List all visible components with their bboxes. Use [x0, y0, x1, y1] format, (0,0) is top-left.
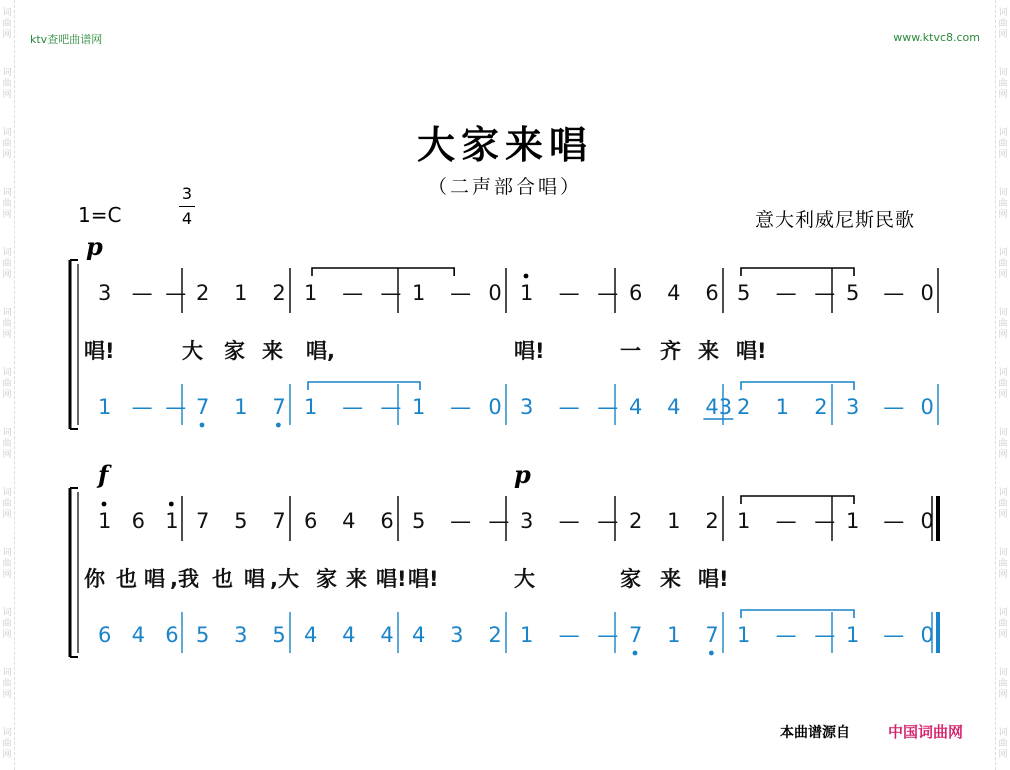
watermark-glyph: 词	[2, 668, 12, 678]
note-upper: —	[342, 281, 364, 305]
lyric-syllable: 大	[182, 339, 203, 363]
lyric-syllable: 唱!	[514, 339, 545, 363]
tie-arc	[312, 268, 454, 276]
note-upper: 5	[234, 509, 248, 533]
note-lower: —	[131, 395, 153, 419]
note-lower: 3	[234, 623, 248, 647]
note-upper: 1	[234, 281, 248, 305]
note-upper: —	[597, 509, 619, 533]
lyric-syllable: 家	[224, 339, 245, 363]
watermark-glyph: 网	[2, 270, 12, 280]
note-lower: —	[775, 623, 797, 647]
note-lower: 1	[737, 623, 751, 647]
note-upper: —	[558, 509, 580, 533]
note-upper: 1	[846, 509, 860, 533]
watermark-glyph: 网	[998, 450, 1008, 460]
watermark-glyph: 曲	[998, 19, 1008, 29]
watermark-glyph: 曲	[998, 139, 1008, 149]
watermark-glyph: 词	[998, 368, 1008, 378]
time-signature-top: 3	[181, 184, 193, 203]
lyric-syllable: 唱,	[306, 339, 335, 363]
note-lower: —	[597, 395, 619, 419]
note-upper: 1	[98, 509, 112, 533]
watermark-glyph: 曲	[998, 259, 1008, 269]
key-signature: 1=C	[78, 203, 122, 227]
watermark-glyph: 词	[998, 8, 1008, 18]
watermark-glyph: 词	[998, 668, 1008, 678]
note-lower: 4	[412, 623, 426, 647]
octave-dot-low	[276, 423, 281, 428]
note-upper: —	[597, 281, 619, 305]
source-site-link[interactable]: 中国词曲网	[888, 723, 964, 741]
note-upper: —	[883, 281, 905, 305]
note-upper: 1	[667, 509, 681, 533]
watermark-glyph: 网	[998, 210, 1008, 220]
lyric-syllable: 唱!	[84, 339, 115, 363]
watermark-glyph: 词	[2, 608, 12, 618]
watermark-glyph: 网	[998, 30, 1008, 40]
note-upper: 2	[272, 281, 286, 305]
lyric-syllable: 大	[514, 567, 535, 591]
watermark-glyph: 曲	[998, 559, 1008, 569]
note-upper: —	[488, 509, 510, 533]
note-upper: —	[450, 281, 472, 305]
note-upper: 2	[629, 509, 643, 533]
watermark-glyph: 网	[2, 750, 12, 760]
note-upper: 1	[737, 509, 751, 533]
note-lower: 4	[342, 623, 356, 647]
watermark-glyph: 网	[998, 630, 1008, 640]
watermark-glyph: 曲	[2, 439, 12, 449]
watermark-glyph: 曲	[998, 79, 1008, 89]
note-upper: 5	[737, 281, 751, 305]
watermark-glyph: 网	[998, 690, 1008, 700]
watermark-glyph: 曲	[2, 619, 12, 629]
watermark-glyph: 曲	[2, 259, 12, 269]
lyric-syllable: 唱!	[736, 339, 767, 363]
song-title: 大家来唱	[416, 123, 593, 167]
watermark-glyph: 词	[998, 548, 1008, 558]
watermark-glyph: 曲	[2, 559, 12, 569]
note-lower: 4	[629, 395, 643, 419]
watermark-glyph: 词	[2, 248, 12, 258]
note-upper: 1	[412, 281, 426, 305]
watermark-glyph: 网	[2, 510, 12, 520]
watermark-glyph: 网	[998, 330, 1008, 340]
watermark-glyph: 曲	[998, 619, 1008, 629]
lyric-syllable: 唱!	[408, 567, 439, 591]
octave-dot-low	[709, 651, 714, 656]
note-lower: —	[165, 395, 187, 419]
watermark-glyph: 网	[998, 750, 1008, 760]
lyric-syllable: 家	[620, 567, 641, 591]
note-upper: 5	[412, 509, 426, 533]
note-upper: —	[814, 281, 836, 305]
watermark-glyph: 曲	[998, 739, 1008, 749]
watermark-glyph: 曲	[2, 739, 12, 749]
note-lower: 3	[520, 395, 534, 419]
tie-arc	[741, 496, 854, 504]
octave-dot-low	[200, 423, 205, 428]
watermark-glyph: 曲	[2, 499, 12, 509]
note-lower: 2	[488, 623, 502, 647]
note-upper: 6	[131, 509, 146, 533]
watermark-glyph: 曲	[998, 499, 1008, 509]
note-upper: —	[814, 509, 836, 533]
watermark-glyph: 网	[2, 570, 12, 580]
note-upper: 7	[196, 509, 210, 533]
note-upper: 6	[380, 509, 394, 533]
note-upper: 1	[304, 281, 318, 305]
note-lower: 1	[520, 623, 534, 647]
lyric-syllable: 来	[660, 567, 681, 591]
watermark-glyph: 词	[998, 428, 1008, 438]
watermark-glyph: 网	[2, 390, 12, 400]
lyric-syllable: ,大	[270, 567, 299, 591]
watermark-glyph: 词	[2, 728, 12, 738]
note-lower: —	[380, 395, 402, 419]
note-lower: 3	[450, 623, 464, 647]
watermark-glyph: 曲	[998, 379, 1008, 389]
watermark-glyph: 曲	[2, 139, 12, 149]
watermark-glyph: 词	[998, 188, 1008, 198]
song-subtitle: （二声部合唱）	[427, 176, 582, 198]
watermark-glyph: 词	[2, 8, 12, 18]
composer-credit: 意大利威尼斯民歌	[755, 209, 916, 231]
watermark-glyph: 词	[2, 548, 12, 558]
note-lower: —	[597, 623, 619, 647]
watermark-glyph: 网	[2, 30, 12, 40]
watermark-glyph: 曲	[2, 679, 12, 689]
lyric-syllable: 唱	[244, 567, 265, 591]
watermark-glyph: 网	[2, 690, 12, 700]
note-lower: 6	[98, 623, 112, 647]
tie-arc	[308, 382, 420, 390]
watermark-glyph: 网	[2, 210, 12, 220]
note-upper: 1	[520, 281, 534, 305]
note-upper: 6	[629, 281, 643, 305]
note-upper: 1	[165, 509, 179, 533]
watermark-glyph: 词	[2, 128, 12, 138]
note-upper: —	[558, 281, 580, 305]
lyric-syllable: 来	[262, 339, 283, 363]
note-upper: 5	[846, 281, 860, 305]
note-lower: 43	[705, 395, 733, 419]
note-lower: 1	[846, 623, 860, 647]
watermark-glyph: 曲	[2, 319, 12, 329]
lyric-syllable: 一	[620, 339, 641, 363]
lyric-syllable: 齐	[660, 339, 681, 363]
octave-dot-low	[633, 651, 638, 656]
dynamic-mark-forte: f	[98, 460, 109, 489]
watermark-glyph: 词	[2, 68, 12, 78]
octave-dot-high	[169, 502, 174, 507]
lyric-syllable: ,我	[170, 567, 199, 591]
note-lower: 1	[98, 395, 112, 419]
watermark-glyph: 曲	[998, 319, 1008, 329]
note-lower: 6	[165, 623, 179, 647]
watermark-glyph: 词	[998, 488, 1008, 498]
note-upper: 3	[520, 509, 534, 533]
note-upper: —	[450, 509, 472, 533]
watermark-glyph: 词	[998, 68, 1008, 78]
watermark-glyph: 词	[998, 308, 1008, 318]
note-lower: —	[814, 623, 836, 647]
watermark-glyph: 网	[2, 450, 12, 460]
watermark-glyph: 词	[2, 488, 12, 498]
note-lower: 2	[814, 395, 828, 419]
tie-arc	[741, 610, 854, 618]
note-lower: 2	[737, 395, 751, 419]
note-lower: 5	[196, 623, 210, 647]
note-upper: 0	[488, 281, 502, 305]
note-upper: —	[380, 281, 402, 305]
note-lower: 1	[667, 623, 681, 647]
watermark-glyph: 网	[998, 570, 1008, 580]
dynamic-mark-piano: p	[86, 232, 103, 261]
note-lower: —	[342, 395, 364, 419]
watermark-glyph: 曲	[2, 19, 12, 29]
dynamic-mark-piano: p	[514, 460, 531, 489]
tie-arc	[741, 382, 854, 390]
watermark-glyph: 网	[998, 510, 1008, 520]
lyric-syllable: 也	[212, 567, 233, 591]
note-upper: —	[775, 281, 797, 305]
lyric-syllable: 你	[84, 567, 105, 591]
note-lower: 7	[705, 623, 719, 647]
note-upper: 2	[196, 281, 210, 305]
note-upper: —	[131, 281, 153, 305]
watermark-glyph: 词	[2, 368, 12, 378]
lyric-syllable: 来	[698, 339, 719, 363]
watermark-glyph: 曲	[2, 199, 12, 209]
lyric-syllable: 唱!	[376, 567, 407, 591]
note-lower: 0	[488, 395, 502, 419]
note-lower: 7	[196, 395, 210, 419]
note-lower: —	[450, 395, 472, 419]
watermark-glyph: 词	[998, 128, 1008, 138]
note-lower: 4	[304, 623, 318, 647]
note-lower: 0	[920, 395, 934, 419]
site-name-left[interactable]: ktv查吧曲谱网	[30, 33, 103, 46]
watermark-glyph: 词	[998, 728, 1008, 738]
note-upper: 4	[667, 281, 681, 305]
lyric-syllable: 也	[116, 567, 137, 591]
note-upper: —	[775, 509, 797, 533]
note-lower: —	[883, 623, 905, 647]
lyric-syllable: 家	[316, 567, 337, 591]
note-upper: 0	[920, 509, 934, 533]
watermark-glyph: 曲	[2, 379, 12, 389]
watermark-glyph: 网	[998, 270, 1008, 280]
note-lower: 1	[304, 395, 318, 419]
octave-dot-high	[102, 502, 107, 507]
note-upper: 6	[705, 281, 719, 305]
lyric-syllable: 唱	[144, 567, 165, 591]
tie-arc	[741, 268, 854, 276]
watermark-glyph: 词	[2, 188, 12, 198]
note-lower: 1	[412, 395, 426, 419]
watermark-glyph: 词	[998, 608, 1008, 618]
note-lower: 0	[920, 623, 934, 647]
note-upper: 3	[98, 281, 112, 305]
lyric-syllable: 唱!	[698, 567, 729, 591]
note-lower: 1	[775, 395, 790, 419]
note-lower: 1	[234, 395, 248, 419]
watermark-glyph: 网	[2, 630, 12, 640]
note-lower: —	[558, 623, 580, 647]
octave-dot-high	[524, 274, 529, 279]
note-lower: 7	[629, 623, 643, 647]
note-lower: 4	[380, 623, 394, 647]
note-lower: 4	[667, 395, 681, 419]
note-lower: 7	[272, 395, 286, 419]
note-upper: 0	[920, 281, 934, 305]
watermark-glyph: 网	[2, 330, 12, 340]
watermark-glyph: 网	[998, 390, 1008, 400]
watermark-glyph: 词	[998, 248, 1008, 258]
watermark-glyph: 网	[2, 90, 12, 100]
source-label: 本曲谱源自	[780, 725, 850, 741]
watermark-glyph: 曲	[998, 199, 1008, 209]
note-lower: —	[883, 395, 905, 419]
note-upper: 4	[342, 509, 356, 533]
lyric-syllable: 来	[346, 567, 367, 591]
site-url-right[interactable]: www.ktvc8.com	[893, 31, 980, 44]
watermark-glyph: 曲	[998, 439, 1008, 449]
watermark-glyph: 网	[2, 150, 12, 160]
watermark-glyph: 词	[2, 308, 12, 318]
note-lower: 4	[131, 623, 146, 647]
note-upper: 7	[272, 509, 286, 533]
note-upper: —	[165, 281, 187, 305]
note-lower: —	[558, 395, 580, 419]
watermark-glyph: 曲	[2, 79, 12, 89]
watermark-glyph: 网	[998, 90, 1008, 100]
note-upper: —	[883, 509, 905, 533]
note-lower: 3	[846, 395, 860, 419]
note-upper: 2	[705, 509, 719, 533]
note-lower: 5	[272, 623, 286, 647]
time-signature-bottom: 4	[181, 209, 193, 228]
watermark-glyph: 曲	[998, 679, 1008, 689]
watermark-glyph: 网	[998, 150, 1008, 160]
watermark-glyph: 词	[2, 428, 12, 438]
note-upper: 6	[304, 509, 318, 533]
